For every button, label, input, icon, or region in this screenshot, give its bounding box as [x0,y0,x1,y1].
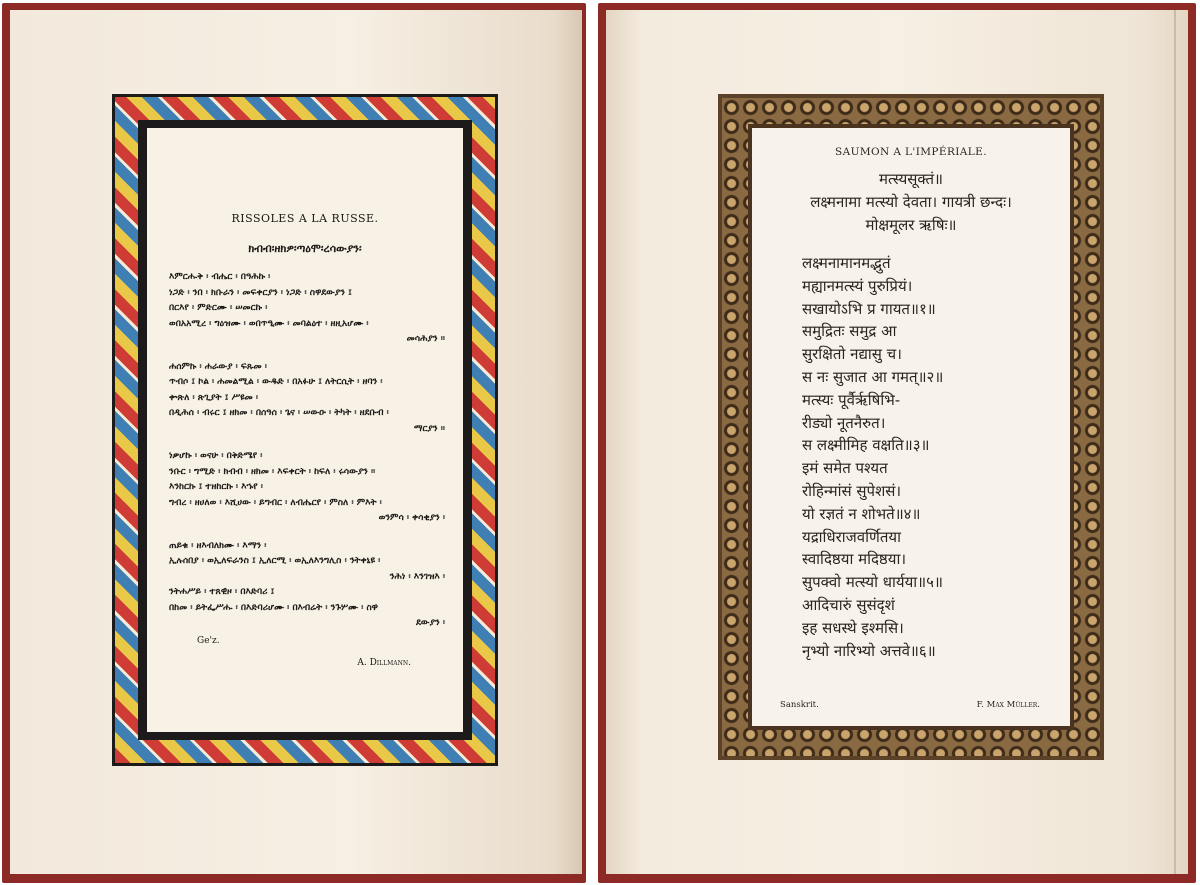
geez-subtitle: ክብብ፡ዘክዎ፡ጣዕሞ፡ረሳውያን፡ [248,242,362,255]
poem-line: ወንምሳ ፡ ቀሳቂያን ፡ [378,513,445,523]
verse-line: समुद्रितः समुद्र आ [802,322,897,341]
poem-line: ሐሰምኩ ፡ ሐራውያ ፡ ፍጹመ ፡ [169,361,267,372]
geez-text-panel [147,128,463,732]
poem-line: ንሕነ ፡ እንገዝእ ፡ [389,571,445,582]
sanskrit-text-panel [752,128,1070,726]
stanza [169,270,449,348]
verse-line: मत्स्यः पूर्वैर्ऋषिभि- [802,390,901,409]
verse-line: मह्यानमत्स्यं पुरुप्रियं। [802,276,913,295]
verse-line: स्वादिष्ठया मदिष्ठया। [802,550,907,569]
author-credit: F. Max Müller. [976,700,1040,710]
stanza [169,539,449,632]
verse-line: इमं समेत पश्यत [802,459,888,478]
poem-line: መሳሕያን ፡፡ [406,334,445,344]
poem-line: እምርሑቅ ፡ ብሔር ፡ በዓሕኩ ፡ [169,272,271,282]
language-label: Ge'z. [197,636,220,646]
stanza [169,449,449,527]
poem-line: በዲሕሰ ፡ ብሩር ፤ ዘክመ ፡ በሰዓሰ ፡ ጌና ፡ ሠውዑ ፡ ትካት ፡ ዘደቡብ ፡ [169,408,389,418]
geez-poem [169,270,449,644]
header-line: मोक्षमूलर ऋषिः॥ [865,216,957,234]
poem-line: እንከርኩ ፤ ተዘከርኩ ፡ እኁየ ፡ [169,482,263,492]
verse-line: सखायोऽभि प्र गायत॥१॥ [802,299,936,318]
verse-line: इह सधस्थे इश्मसि। [802,618,904,637]
poem-line: ንትሐሥይ ፡ ተጸዊዞ ፡ በእድባሪ ፤ [169,587,275,597]
verse-line: स नः सुजात आ गमत्॥२॥ [802,367,944,386]
verse-line: रीड्यो नूतनैरुत। [802,413,886,432]
poem-line: ነቃሆኩ ፡ ወናሁ ፡ በቅድሜየ ፡ [169,451,263,461]
verse-line: यो रज्ञतं न शोभते॥४॥ [802,504,921,523]
poem-line: በከመ ፡ ይትፌሥሑ ፡ በእድባሪሆሙ ፡ በእብሬት ፡ ንጉሦሙ ፡ ስዋ [169,602,378,613]
poem-line: ወበአአሚረ ፡ ግዕዝሙ ፡ ወበጥዒሙ ፡ መባልዕተ ፡ ዘዚአሆሙ ፡ [169,318,369,329]
poem-line: ኢሉሰበያ ፡ ወኢለፍራንስ ፤ ኢለርሚ ፡ ወኢለእንግሊስ ፡ ንትቀኒዩ ፡ [169,556,381,566]
poem-line: ነጋድ ፡ ንበ ፡ ክቡራን ፡ መፍቀርያን ፡ ነጋድ ፡ ስዋደውያን ፤ [169,287,352,298]
poem-line: ደውያን ፡ [416,618,445,628]
sanskrit-header [752,168,1070,237]
language-label: Sanskrit. [780,700,819,710]
verse-line: यद्राधिराजवर्णितया [802,527,902,546]
page-title: SAUMON A L'IMPÉRIALE. [835,146,987,158]
verse-line: स लक्ष्मीमिह वक्षति॥३॥ [802,436,930,455]
poem-line: ግብረ ፡ ዘሀለወ ፡ እሺሀው ፡ ይግብር ፡ ለብሔርየ ፡ ምስለ ፡ ምእት ፡ [169,497,382,508]
sanskrit-plate [718,94,1104,760]
verse-line: सुरक्षितो नद्यासु च। [802,345,902,364]
page-title: RISSOLES A LA RUSSE. [231,212,379,225]
author-credit: A. Dillmann. [357,658,411,668]
poem-line: ማርያን ፡፡ [413,423,445,434]
poem-line: ጥብሶ ፤ ኮል ፡ ሐመልሚል ፡ ውዱድ ፡ በአፉሁ ፤ ለትርሲት ፡ ዘባን ፡ [169,377,383,387]
verse-line: लक्ष्मनामानमद्भुतं [802,254,891,272]
poem-line: ንቡር ፡ ግሚድ ፡ ክብብ ፡ ዘክመ ፡ እፍቀርት ፡ ከፍለ ፡ ሩሳውያን ፡፡ [169,466,376,477]
poem-line: በርእየ ፡ ምድርሙ ፡ ሠመርኩ ፡ [169,303,268,313]
verse-line: नृभ्यो नारिभ्यो अत्तवे॥६॥ [802,641,936,660]
header-line: मत्स्यसूक्तं॥ [878,170,944,188]
sanskrit-hymn [802,252,1056,662]
poem-line: ጠይቁ ፡ ዘእብለክሙ ፡ እማን ፡ [169,540,267,551]
poem-line: ቍጽለ ፡ ጽጊያት ፤ ሥዩመ ፡ [169,392,259,403]
verse-line: रोहिन्मांसं सुपेशसं। [802,481,902,500]
verse-line: आदिचारुं सुसंदृशं [802,595,895,614]
stanza [169,360,449,438]
header-line: लक्ष्मनामा मत्स्यो देवता। गायत्री छन्दः। [810,193,1012,211]
geez-plate [112,94,498,766]
verse-line: सुपक्वो मत्स्यो धार्यया॥५॥ [802,573,943,592]
